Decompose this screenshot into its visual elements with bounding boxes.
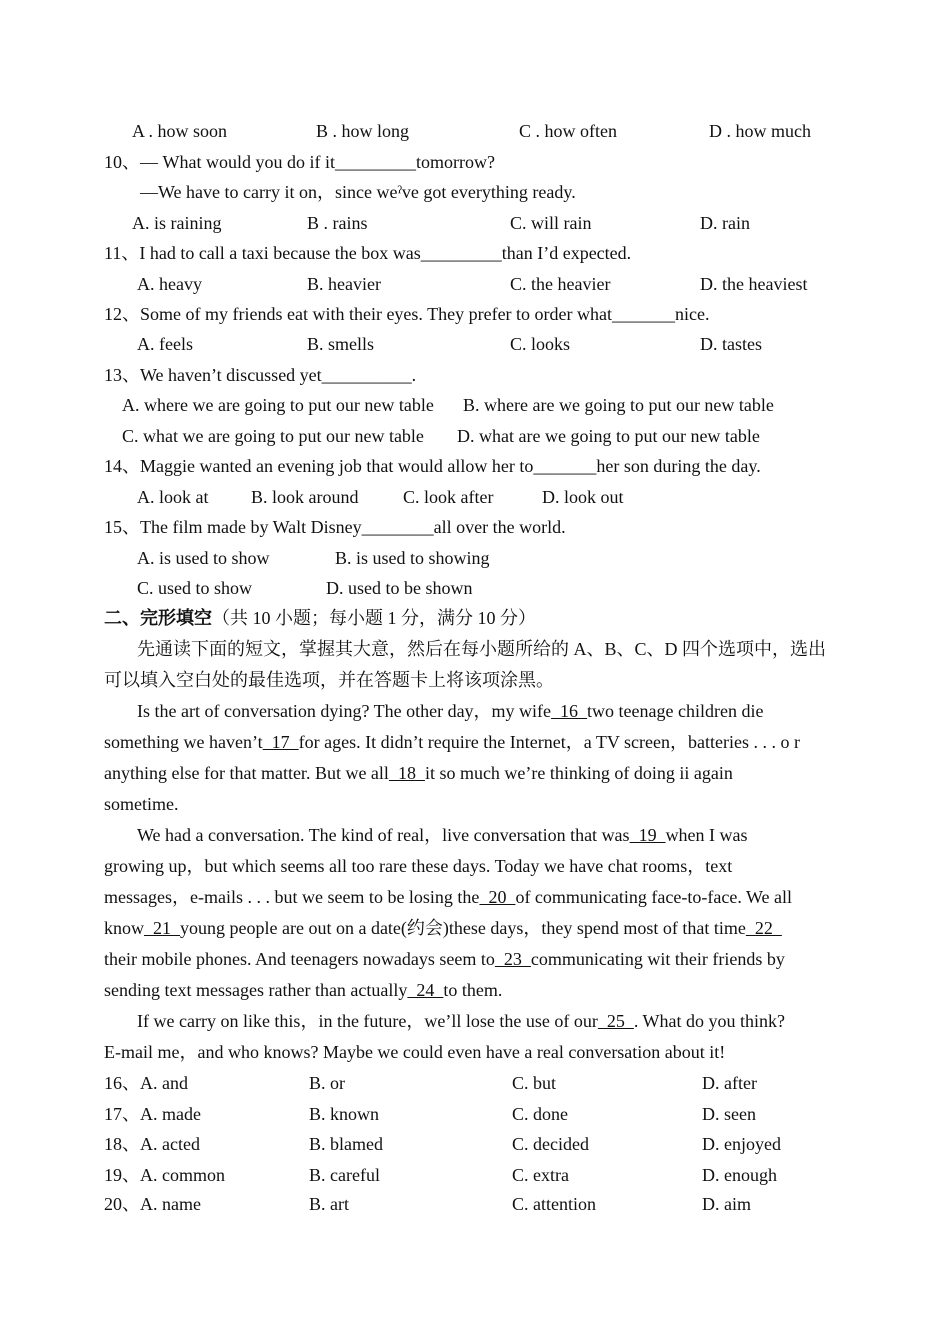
- q14-option-b: B. look around: [251, 487, 359, 507]
- passage-text: young people are out on a date(约会)these days，they spend most of that time: [180, 918, 746, 938]
- q12-stem: 12、Some of my friends eat with their eyes. They prefer to order what_______nice.: [104, 304, 710, 324]
- passage-line: [104, 979, 502, 1001]
- passage-text: their mobile phones. And teenagers nowadays seem to: [104, 949, 495, 969]
- section-instruction-1: 先通读下面的短文，掌握其大意，然后在每小题所给的 A、B、C、D 四个选项中，选出: [137, 639, 827, 659]
- passage-text: something we haven’t: [104, 732, 263, 752]
- cloze-16-option-a: 16、A. and: [104, 1073, 188, 1093]
- passage-text: for ages. It didn’t require the Internet，a TV screen，batteries . . . o r: [298, 732, 800, 752]
- cloze-20-option-a: 20、A. name: [104, 1194, 201, 1214]
- blank-21: 21: [144, 918, 180, 938]
- q10-reply: —We have to carry it on，since weˀve got everything ready.: [140, 182, 576, 202]
- blank-20: 20: [479, 887, 516, 907]
- passage-line: sometime.: [104, 794, 179, 814]
- q13-option-b: B. where are we going to put our new table: [463, 395, 774, 415]
- q12-option-b: B. smells: [307, 334, 375, 354]
- blank-17: 17: [262, 732, 299, 752]
- q15-option-c: C. used to show: [137, 578, 253, 598]
- passage-text: of communicating face-to-face. We all: [515, 887, 793, 907]
- q15-option-b: B. is used to showing: [335, 548, 490, 568]
- q14-option-a: A. look at: [137, 487, 209, 507]
- section-instruction-2: 可以填入空白处的最佳选项，并在答题卡上将该项涂黑。: [104, 670, 554, 690]
- q14-option-d: D. look out: [542, 487, 624, 507]
- passage-text: communicating wit their friends by: [530, 949, 785, 969]
- cloze-16-option-d: D. after: [702, 1073, 757, 1093]
- cloze-17-option-c: C. done: [512, 1104, 568, 1124]
- blank-22: 22: [745, 918, 782, 938]
- cloze-20-option-d: D. aim: [702, 1194, 751, 1214]
- q15-option-a: A. is used to show: [137, 548, 270, 568]
- blank-16: 16: [551, 701, 588, 721]
- cloze-20-option-c: C. attention: [512, 1194, 596, 1214]
- blank-23: 23: [494, 949, 531, 969]
- passage-line: [137, 1010, 785, 1032]
- q11-option-d: D. the heaviest: [700, 274, 808, 294]
- q10-option-c: C. will rain: [510, 213, 592, 233]
- q12-option-c: C. looks: [510, 334, 571, 354]
- q10-option-a: A. is raining: [132, 213, 222, 233]
- q10-option-b: B . rains: [307, 213, 368, 233]
- passage-line: [104, 762, 733, 784]
- cloze-17-option-a: 17、A. made: [104, 1104, 201, 1124]
- passage-line: [104, 731, 800, 753]
- passage-line: [104, 917, 782, 939]
- q11-option-a: A. heavy: [137, 274, 202, 294]
- cloze-18-option-a: 18、A. acted: [104, 1134, 200, 1154]
- passage-text: . What do you think?: [633, 1011, 786, 1031]
- q13-stem: 13、We haven’t discussed yet__________.: [104, 365, 417, 385]
- q9-option-d: D . how much: [709, 121, 811, 141]
- passage-line: [104, 886, 792, 908]
- q9-option-b: B . how long: [316, 121, 410, 141]
- passage-text: it so much we’re thinking of doing ii again: [424, 763, 733, 783]
- cloze-20-option-b: B. art: [309, 1194, 349, 1214]
- cloze-18-option-b: B. blamed: [309, 1134, 383, 1154]
- passage-text: when I was: [665, 825, 748, 845]
- blank-24: 24: [407, 980, 444, 1000]
- passage-text: sending text messages rather than actually: [104, 980, 408, 1000]
- q13-option-d: D. what are we going to put our new table: [457, 426, 760, 446]
- cloze-17-option-b: B. known: [309, 1104, 380, 1124]
- cloze-19-option-d: D. enough: [702, 1165, 777, 1185]
- cloze-17-option-d: D. seen: [702, 1104, 756, 1124]
- q15-stem: 15、The film made by Walt Disney________all over the world.: [104, 517, 566, 537]
- q15-option-d: D. used to be shown: [326, 578, 473, 598]
- blank-19: 19: [629, 825, 666, 845]
- cloze-16-option-b: B. or: [309, 1073, 345, 1093]
- cloze-18-option-d: D. enjoyed: [702, 1134, 781, 1154]
- blank-18: 18: [388, 763, 425, 783]
- passage-text: Is the art of conversation dying? The other day，my wife: [137, 701, 552, 721]
- q11-stem: 11、I had to call a taxi because the box was_________than I’d expected.: [104, 243, 632, 263]
- q12-option-a: A. feels: [137, 334, 193, 354]
- q9-option-a: A . how soon: [132, 121, 228, 141]
- q11-option-b: B. heavier: [307, 274, 381, 294]
- q10-stem: 10、— What would you do if it_________tomorrow?: [104, 152, 495, 172]
- passage-line: growing up，but which seems all too rare these days. Today we have chat rooms，text: [104, 856, 733, 876]
- passage-text: to them.: [443, 980, 503, 1000]
- section-title: 二、完形填空: [104, 608, 212, 628]
- q9-option-c: C . how often: [519, 121, 617, 141]
- passage-text: We had a conversation. The kind of real，live conversation that was: [137, 825, 630, 845]
- cloze-19-option-c: C. extra: [512, 1165, 569, 1185]
- section-heading: [104, 607, 536, 629]
- passage-text: two teenage children die: [587, 701, 764, 721]
- q14-option-c: C. look after: [403, 487, 494, 507]
- cloze-16-option-c: C. but: [512, 1073, 557, 1093]
- passage-line: E-mail me，and who knows? Maybe we could even have a real conversation about it!: [104, 1042, 726, 1062]
- passage-text: anything else for that matter. But we all: [104, 763, 389, 783]
- passage-line: [137, 700, 763, 722]
- q13-option-c: C. what we are going to put our new table: [122, 426, 424, 446]
- q12-option-d: D. tastes: [700, 334, 762, 354]
- cloze-19-option-a: 19、A. common: [104, 1165, 225, 1185]
- passage-text: If we carry on like this，in the future，we’ll lose the use of our: [137, 1011, 598, 1031]
- section-score: （共 10 小题；每小题 1 分，满分 10 分）: [212, 608, 536, 628]
- passage-text: messages，e-mails . . . but we seem to be losing the: [104, 887, 480, 907]
- passage-text: know: [104, 918, 144, 938]
- q10-option-d: D. rain: [700, 213, 750, 233]
- cloze-18-option-c: C. decided: [512, 1134, 589, 1154]
- passage-line: [104, 948, 785, 970]
- passage-line: [137, 824, 748, 846]
- q11-option-c: C. the heavier: [510, 274, 611, 294]
- cloze-19-option-b: B. careful: [309, 1165, 380, 1185]
- q13-option-a: A. where we are going to put our new table: [122, 395, 434, 415]
- blank-25: 25: [597, 1011, 634, 1031]
- q14-stem: 14、Maggie wanted an evening job that would allow her to_______her son during the day.: [104, 456, 761, 476]
